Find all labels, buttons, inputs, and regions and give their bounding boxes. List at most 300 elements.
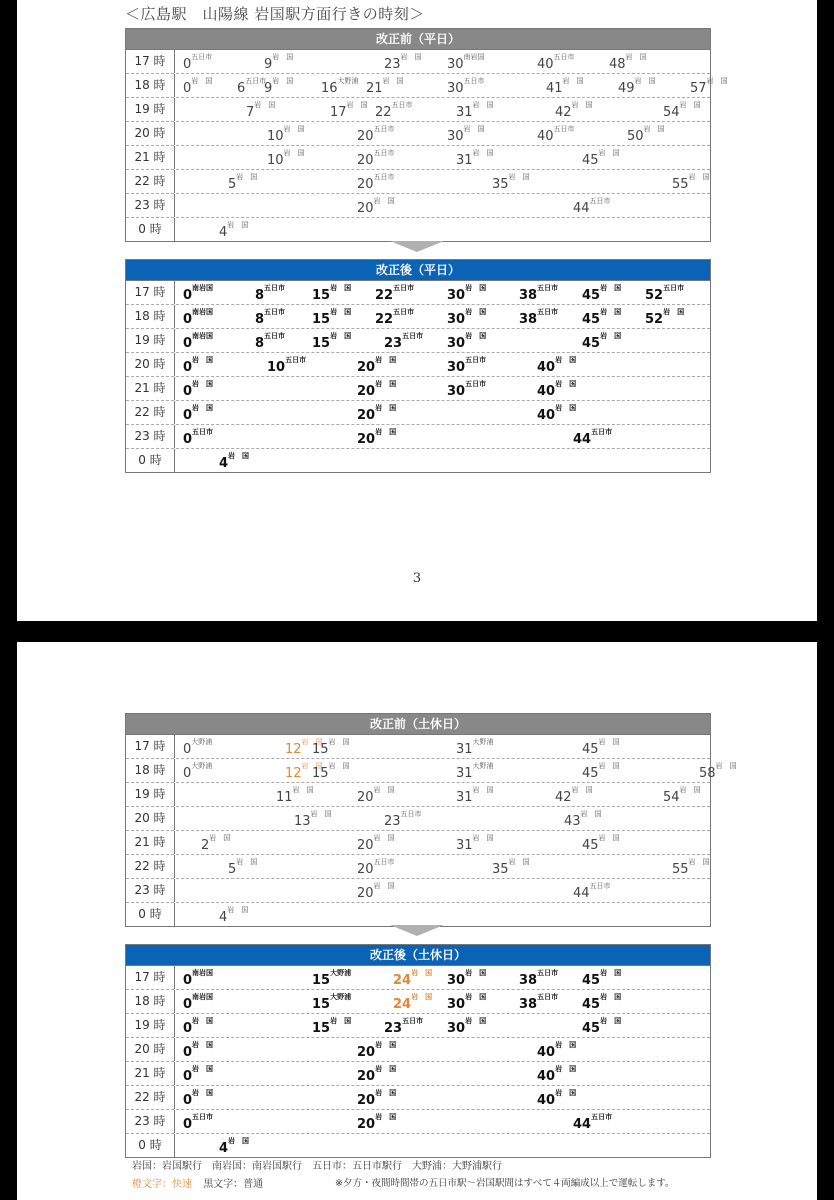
departure-destination: 五日市 <box>192 1113 214 1121</box>
timetable-row <box>126 831 710 855</box>
departure-entry <box>645 310 684 326</box>
legend-normal: 黒文字：普通 <box>203 1179 264 1190</box>
hour-label: 20 時 <box>126 1038 175 1061</box>
departure-minute: 4 <box>219 1141 229 1156</box>
departure-minute: 38 <box>519 997 538 1012</box>
departure-entry <box>555 788 593 804</box>
departure-entry <box>312 764 350 780</box>
departure-minute: 0 <box>183 288 193 303</box>
departure-entry <box>357 1043 396 1059</box>
departure-destination: 岩 国 <box>555 404 577 412</box>
departure-minute: 5 <box>228 862 237 877</box>
departure-minute: 40 <box>537 1045 556 1060</box>
departure-minute: 0 <box>183 1069 193 1084</box>
departure-entry <box>582 740 620 756</box>
departure-minute: 20 <box>357 838 374 853</box>
departure-minute: 15 <box>312 336 331 351</box>
hour-label: 22 時 <box>126 855 175 878</box>
departure-minute: 45 <box>582 742 599 757</box>
departure-destination: 岩 国 <box>330 284 352 292</box>
departure-destination: 岩 国 <box>375 1113 397 1121</box>
departure-entry <box>690 79 728 95</box>
departure-destination: 大野浦 <box>330 969 352 977</box>
departure-entry <box>312 286 351 302</box>
departure-minute: 0 <box>183 384 193 399</box>
departure-destination: 五日市 <box>391 101 413 109</box>
departure-destination: 大野浦 <box>472 738 494 746</box>
departure-entry <box>183 286 213 302</box>
departure-destination: 岩 国 <box>411 969 433 977</box>
departure-minute: 58 <box>699 766 716 781</box>
hour-label: 18 時 <box>126 74 175 97</box>
departure-entry <box>330 103 368 119</box>
hour-label: 0 時 <box>126 218 175 241</box>
departure-minute: 6 <box>237 81 246 96</box>
departure-destination: 五日市 <box>537 284 559 292</box>
departure-destination: 大野浦 <box>472 762 494 770</box>
departure-minute: 40 <box>537 1069 556 1084</box>
hour-label: 18 時 <box>126 305 175 328</box>
departure-minute: 15 <box>312 997 331 1012</box>
departure-entry <box>357 175 395 191</box>
departure-entry <box>357 406 396 422</box>
timetable-row <box>126 759 737 783</box>
departure-minute: 38 <box>519 288 538 303</box>
departure-entry <box>312 310 351 326</box>
departure-destination: 岩 国 <box>382 77 404 85</box>
departure-entry <box>537 358 576 374</box>
timetable-row <box>126 146 710 170</box>
departure-destination: 岩 国 <box>375 380 397 388</box>
timetable-title: 改正後（平日） <box>126 260 710 281</box>
departure-destination: 岩 国 <box>600 332 622 340</box>
timetable-row <box>126 1038 710 1062</box>
departure-destination: 岩 国 <box>634 77 656 85</box>
departure-entry <box>183 79 212 95</box>
departure-minute: 30 <box>447 312 466 327</box>
hour-label: 17 時 <box>126 735 175 758</box>
departure-destination: 岩 国 <box>463 125 485 133</box>
departure-destination: 五日市 <box>264 284 286 292</box>
departure-minute: 4 <box>219 910 228 925</box>
departure-minute: 10 <box>267 153 284 168</box>
departure-entry <box>537 55 575 71</box>
departure-destination: 岩 国 <box>472 834 494 842</box>
departure-minute: 45 <box>582 1021 601 1036</box>
departure-destination: 五日市 <box>264 332 286 340</box>
departure-minute: 15 <box>312 766 329 781</box>
departure-minute: 40 <box>537 384 556 399</box>
departure-destination: 五日市 <box>589 882 611 890</box>
departure-minute: 23 <box>384 1021 403 1036</box>
departure-minute: 42 <box>555 790 572 805</box>
departure-destination: 岩 国 <box>292 786 314 794</box>
timetable-row <box>126 50 710 74</box>
departure-destination: 五日市 <box>402 1017 424 1025</box>
departure-minute: 20 <box>357 408 376 423</box>
departure-entry <box>357 836 395 852</box>
departure-destination: 岩 国 <box>598 762 620 770</box>
departure-minute: 49 <box>618 81 635 96</box>
departure-entry <box>447 127 485 143</box>
departure-destination: 五日市 <box>393 284 415 292</box>
departure-entry <box>183 1067 213 1083</box>
departure-destination: 岩 国 <box>598 149 620 157</box>
departure-entry <box>264 79 293 95</box>
departure-minute: 44 <box>573 886 590 901</box>
departure-destination: 岩 国 <box>228 1137 250 1145</box>
departure-destination: 岩 国 <box>209 834 231 842</box>
timetable-row <box>126 281 710 305</box>
departure-destination: 岩 国 <box>555 356 577 364</box>
departure-minute: 15 <box>312 1021 331 1036</box>
departure-destination: 五日市 <box>463 77 485 85</box>
departure-entry <box>183 740 212 756</box>
departure-minute: 10 <box>267 129 284 144</box>
departure-minute: 38 <box>519 973 538 988</box>
departure-destination: 岩 国 <box>465 284 487 292</box>
timetable-row <box>126 735 710 759</box>
departure-entry <box>456 788 494 804</box>
departure-entry <box>183 430 213 446</box>
timetable-row <box>126 194 710 218</box>
departure-entry <box>321 79 359 95</box>
departure-entry <box>312 1019 351 1035</box>
timetable-row <box>126 903 710 926</box>
departure-entry <box>357 1067 396 1083</box>
departure-entry <box>447 79 485 95</box>
departure-destination: 岩 国 <box>465 1017 487 1025</box>
departure-minute: 5 <box>228 177 237 192</box>
departure-destination: 五日市 <box>663 284 685 292</box>
departure-minute: 20 <box>357 790 374 805</box>
departure-destination: 岩 国 <box>688 173 710 181</box>
departure-destination: 岩 国 <box>375 1089 397 1097</box>
departure-entry <box>663 103 701 119</box>
departure-destination: 大野浦 <box>191 762 213 770</box>
departure-destination: 岩 国 <box>283 149 305 157</box>
departure-minute: 20 <box>357 177 374 192</box>
departure-entry <box>183 1115 213 1131</box>
page-number: 3 <box>412 571 422 586</box>
departure-entry <box>183 382 213 398</box>
departure-minute: 45 <box>582 766 599 781</box>
departure-destination: 岩 国 <box>272 77 294 85</box>
departure-minute: 0 <box>183 408 193 423</box>
departure-destination: 大野浦 <box>337 77 359 85</box>
departure-entry <box>384 812 422 828</box>
departure-minute: 23 <box>384 57 401 72</box>
departure-minute: 30 <box>447 360 466 375</box>
departure-destination: 岩 国 <box>508 173 530 181</box>
departure-destination: 岩 国 <box>555 1089 577 1097</box>
departure-minute: 0 <box>183 312 193 327</box>
departure-entry <box>183 358 213 374</box>
departure-minute: 22 <box>375 312 394 327</box>
departure-entry <box>582 971 621 987</box>
departure-minute: 9 <box>264 81 273 96</box>
departure-minute: 43 <box>564 814 581 829</box>
departure-minute: 20 <box>357 360 376 375</box>
departure-minute: 0 <box>183 997 193 1012</box>
legend-note: ※夕方・夜間時間帯の五日市駅～岩国駅間はすべて４両編成以上で運転します。 <box>335 1178 675 1189</box>
down-arrow-icon <box>390 241 444 252</box>
departure-entry <box>357 788 395 804</box>
departure-minute: 12 <box>285 766 302 781</box>
departure-entry <box>537 382 576 398</box>
departure-minute: 22 <box>375 105 392 120</box>
departure-minute: 20 <box>357 1069 376 1084</box>
departure-entry <box>672 860 710 876</box>
departure-minute: 15 <box>312 288 331 303</box>
departure-entry <box>582 1019 621 1035</box>
departure-entry <box>492 175 530 191</box>
departure-minute: 12 <box>285 742 302 757</box>
departure-entry <box>519 310 558 326</box>
departure-destination: 岩 国 <box>283 125 305 133</box>
departure-destination: 岩 国 <box>328 762 350 770</box>
hour-label: 23 時 <box>126 1110 175 1133</box>
departure-destination: 岩 国 <box>465 993 487 1001</box>
timetable-title: 改正前（平日） <box>126 29 710 50</box>
departure-destination: 岩 国 <box>600 1017 622 1025</box>
departure-entry <box>582 764 620 780</box>
departure-destination: 五日市 <box>537 993 559 1001</box>
departure-entry <box>312 740 350 756</box>
departure-entry <box>201 836 230 852</box>
departure-entry <box>618 79 656 95</box>
departure-destination: 岩 国 <box>715 762 737 770</box>
departure-minute: 0 <box>183 1021 193 1036</box>
departure-destination: 南岩国 <box>192 308 214 316</box>
departure-destination: 岩 国 <box>373 834 395 842</box>
departure-minute: 20 <box>357 129 374 144</box>
departure-destination: 岩 国 <box>192 356 214 364</box>
departure-destination: 岩 国 <box>625 53 647 61</box>
hour-label: 17 時 <box>126 50 175 73</box>
departure-destination: 五日市 <box>264 308 286 316</box>
hour-label: 23 時 <box>126 425 175 448</box>
departure-destination: 五日市 <box>537 969 559 977</box>
hour-label: 19 時 <box>126 329 175 352</box>
departure-minute: 44 <box>573 1117 592 1132</box>
departure-destination: 岩 国 <box>330 332 352 340</box>
departure-entry <box>519 971 558 987</box>
departure-entry <box>375 103 413 119</box>
departure-destination: 五日市 <box>591 428 613 436</box>
departure-destination: 岩 国 <box>236 858 258 866</box>
hour-label: 21 時 <box>126 1062 175 1085</box>
timetable-row <box>126 98 710 122</box>
departure-entry <box>228 175 257 191</box>
document-page-3 <box>17 0 817 621</box>
departure-minute: 4 <box>219 456 229 471</box>
hour-label: 19 時 <box>126 1014 175 1037</box>
departure-minute: 31 <box>456 790 473 805</box>
timetable-row <box>126 170 710 194</box>
timetable-row <box>126 377 710 401</box>
timetable-row <box>126 449 710 472</box>
departure-minute: 13 <box>294 814 311 829</box>
timetable-row <box>126 879 710 903</box>
departure-entry <box>357 199 395 215</box>
departure-minute: 40 <box>537 57 554 72</box>
departure-entry <box>447 1019 486 1035</box>
departure-entry <box>447 382 486 398</box>
hour-label: 23 時 <box>126 194 175 217</box>
departure-destination: 岩 国 <box>330 1017 352 1025</box>
departure-entry <box>663 788 701 804</box>
departure-minute: 45 <box>582 288 601 303</box>
departure-entry <box>555 103 593 119</box>
departure-minute: 31 <box>456 742 473 757</box>
departure-entry <box>267 127 305 143</box>
timetable-holiday-after <box>125 944 711 1158</box>
departure-destination: 岩 国 <box>465 969 487 977</box>
departure-destination: 岩 国 <box>571 786 593 794</box>
departure-minute: 52 <box>645 312 664 327</box>
departure-entry <box>447 971 486 987</box>
departure-entry <box>255 310 285 326</box>
legend-train-types <box>132 1175 263 1190</box>
departure-destination: 岩 国 <box>375 1065 397 1073</box>
departure-minute: 57 <box>690 81 707 96</box>
departure-minute: 40 <box>537 408 556 423</box>
departure-entry <box>357 151 395 167</box>
departure-destination: 岩 国 <box>600 969 622 977</box>
departure-entry <box>456 151 494 167</box>
hour-label: 20 時 <box>126 807 175 830</box>
departure-entry <box>183 995 213 1011</box>
departure-entry <box>582 836 620 852</box>
departure-minute: 44 <box>573 201 590 216</box>
departure-entry <box>183 310 213 326</box>
departure-entry <box>357 430 396 446</box>
departure-minute: 30 <box>447 973 466 988</box>
departure-minute: 45 <box>582 838 599 853</box>
departure-destination: 岩 国 <box>375 404 397 412</box>
departure-destination: 岩 国 <box>375 428 397 436</box>
document-page-4 <box>17 642 817 1200</box>
departure-entry <box>582 310 621 326</box>
departure-destination: 岩 国 <box>679 786 701 794</box>
departure-entry <box>228 860 257 876</box>
departure-entry <box>573 1115 612 1131</box>
departure-entry <box>537 406 576 422</box>
departure-minute: 9 <box>264 57 273 72</box>
departure-destination: 南岩国 <box>192 332 214 340</box>
timetable-row <box>126 1110 710 1134</box>
departure-destination: 岩 国 <box>373 786 395 794</box>
departure-minute: 20 <box>357 886 374 901</box>
departure-minute: 0 <box>183 336 193 351</box>
departure-destination: 五日市 <box>393 308 415 316</box>
timetable-row <box>126 401 710 425</box>
departure-entry <box>357 358 396 374</box>
departure-entry <box>183 334 213 350</box>
departure-destination: 岩 国 <box>600 308 622 316</box>
departure-destination: 五日市 <box>245 77 267 85</box>
departure-entry <box>573 884 611 900</box>
hour-label: 21 時 <box>126 377 175 400</box>
departure-entry <box>582 995 621 1011</box>
departure-entry <box>219 223 248 239</box>
departure-minute: 41 <box>546 81 563 96</box>
departure-minute: 23 <box>384 814 401 829</box>
departure-destination: 岩 国 <box>301 762 323 770</box>
departure-entry <box>546 79 584 95</box>
departure-minute: 20 <box>357 432 376 447</box>
departure-entry <box>456 740 494 756</box>
departure-entry <box>447 358 486 374</box>
departure-minute: 2 <box>201 838 210 853</box>
departure-destination: 岩 国 <box>580 810 602 818</box>
departure-minute: 7 <box>246 105 255 120</box>
departure-destination: 岩 国 <box>600 993 622 1001</box>
departure-destination: 岩 国 <box>373 882 395 890</box>
departure-destination: 五日市 <box>373 149 395 157</box>
departure-minute: 55 <box>672 177 689 192</box>
departure-destination: 岩 国 <box>598 738 620 746</box>
departure-destination: 岩 国 <box>400 53 422 61</box>
departure-destination: 岩 国 <box>555 1065 577 1073</box>
departure-minute: 44 <box>573 432 592 447</box>
departure-minute: 40 <box>537 129 554 144</box>
departure-entry <box>375 310 414 326</box>
departure-minute: 0 <box>183 973 193 988</box>
departure-minute: 40 <box>537 1093 556 1108</box>
departure-destination: 五日市 <box>465 380 487 388</box>
timetable-row <box>126 783 710 807</box>
departure-minute: 0 <box>183 81 192 96</box>
hour-label: 23 時 <box>126 879 175 902</box>
hour-label: 19 時 <box>126 783 175 806</box>
departure-minute: 50 <box>627 129 644 144</box>
departure-minute: 31 <box>456 153 473 168</box>
timetable-row <box>126 74 728 98</box>
hour-label: 18 時 <box>126 990 175 1013</box>
departure-minute: 20 <box>357 1093 376 1108</box>
hour-label: 17 時 <box>126 281 175 304</box>
departure-minute: 15 <box>312 973 331 988</box>
departure-entry <box>219 1139 249 1155</box>
departure-entry <box>219 454 249 470</box>
departure-minute: 23 <box>384 336 403 351</box>
departure-entry <box>384 55 422 71</box>
departure-entry <box>276 788 314 804</box>
departure-minute: 11 <box>276 790 293 805</box>
departure-destination: 五日市 <box>402 332 424 340</box>
departure-entry <box>357 382 396 398</box>
departure-entry <box>294 812 332 828</box>
hour-label: 22 時 <box>126 170 175 193</box>
departure-minute: 20 <box>357 1117 376 1132</box>
legend-rapid: 橙文字：快速 <box>132 1179 192 1190</box>
departure-entry <box>366 79 404 95</box>
departure-minute: 38 <box>519 312 538 327</box>
departure-minute: 30 <box>447 129 464 144</box>
departure-destination: 岩 国 <box>375 356 397 364</box>
timetable-row <box>126 425 710 449</box>
departure-destination: 岩 国 <box>555 380 577 388</box>
departure-minute: 35 <box>492 862 509 877</box>
departure-destination: 岩 国 <box>191 77 213 85</box>
departure-destination: 岩 国 <box>192 380 214 388</box>
departure-destination: 岩 国 <box>598 834 620 842</box>
departure-minute: 48 <box>609 57 626 72</box>
departure-minute: 45 <box>582 997 601 1012</box>
departure-destination: 五日市 <box>373 173 395 181</box>
